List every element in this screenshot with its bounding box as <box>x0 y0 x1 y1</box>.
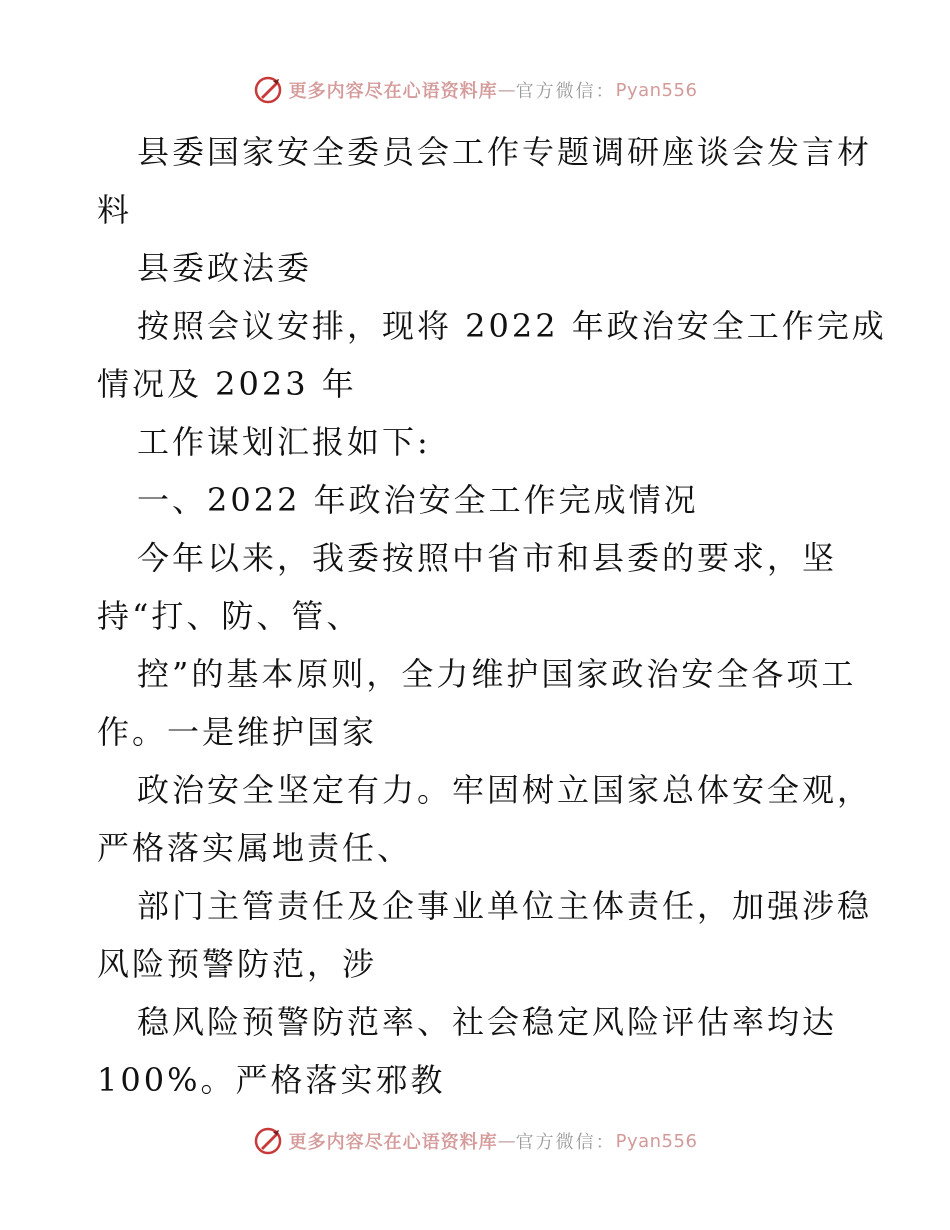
paragraph-line: 风险预警防范，涉 <box>97 945 378 983</box>
watermark-header <box>0 73 950 107</box>
paragraph-line: 按照会议安排，现将 2022 年政治安全工作完成 <box>137 307 887 345</box>
author-line: 县委政法委 <box>137 249 313 287</box>
watermark-wechat-id: Pyan556 <box>615 1130 698 1152</box>
quill-seal-icon <box>253 1126 283 1156</box>
watermark-brand: 更多内容尽在心语资料库 <box>288 81 498 102</box>
watermark-brand: 更多内容尽在心语资料库 <box>288 1132 498 1153</box>
watermark-wechat-id: Pyan556 <box>615 79 698 101</box>
paragraph-line: 政治安全坚定有力。牢固树立国家总体安全观， <box>137 771 873 809</box>
paragraph-line: 稳风险预警防范率、社会稳定风险评估率均达 <box>137 1003 838 1041</box>
section-heading: 一、2022 年政治安全工作完成情况 <box>137 481 699 519</box>
document-title-line-2: 料 <box>97 191 133 229</box>
paragraph-line: 今年以来，我委按照中省市和县委的要求，坚 <box>137 539 838 577</box>
watermark-footer <box>0 1124 950 1158</box>
paragraph-line: 作。一是维护国家 <box>97 713 378 751</box>
watermark-official-label: 官方微信： <box>515 81 616 102</box>
document-body <box>97 123 887 1109</box>
watermark-dash: — <box>497 79 516 101</box>
paragraph-line: 工作谋划汇报如下: <box>137 423 431 461</box>
paragraph-line: 100%。严格落实邪教 <box>97 1061 446 1099</box>
document-title-line-1: 县委国家安全委员会工作专题调研座谈会发言材 <box>137 133 873 171</box>
paragraph-line: 持“打、防、管、 <box>97 597 362 635</box>
paragraph-line: 情况及 2023 年 <box>97 365 357 403</box>
watermark-dash: — <box>497 1130 516 1152</box>
quill-seal-icon <box>253 75 283 105</box>
paragraph-line: 部门主管责任及企事业单位主体责任，加强涉稳 <box>137 887 873 925</box>
watermark-official-label: 官方微信： <box>515 1132 616 1153</box>
paragraph-line: 控”的基本原则，全力维护国家政治安全各项工 <box>137 655 857 693</box>
paragraph-line: 严格落实属地责任、 <box>97 829 413 867</box>
